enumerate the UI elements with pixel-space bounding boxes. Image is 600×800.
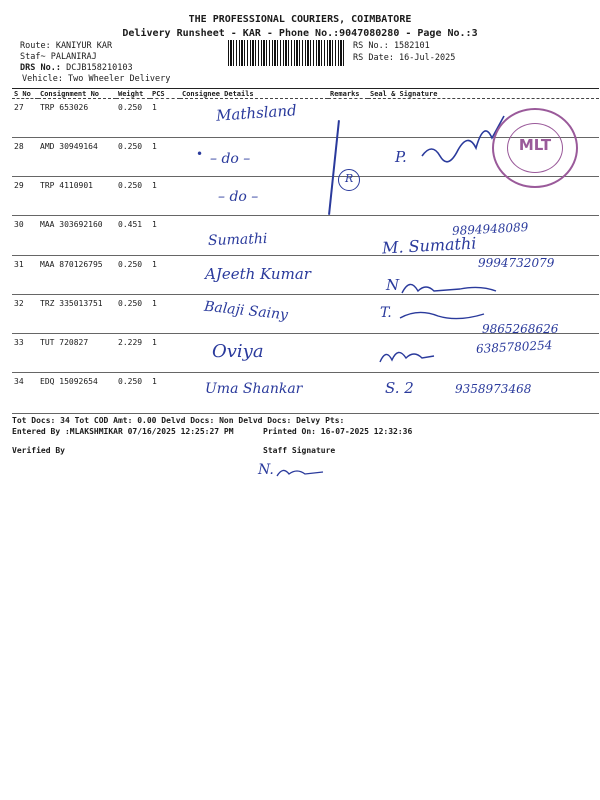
barcode bbox=[228, 40, 346, 66]
seal-text: MLT bbox=[518, 136, 552, 154]
col-remarks: Remarks bbox=[328, 89, 368, 99]
col-sno: S No bbox=[12, 89, 38, 99]
signature-32-scribble bbox=[398, 306, 488, 326]
seal-cell bbox=[368, 177, 599, 216]
pcs-cell: 1 bbox=[150, 256, 180, 295]
table-header-row bbox=[12, 89, 599, 99]
consignment-cell: TUT 720827 bbox=[38, 334, 116, 373]
ditto-mark-dot: • bbox=[196, 147, 204, 161]
staff-signature: N. bbox=[258, 462, 274, 478]
sno-cell: 32 bbox=[12, 295, 38, 334]
phone-31: 9994732079 bbox=[478, 256, 555, 270]
weight-cell: 0.250 bbox=[116, 373, 150, 414]
weight-cell: 0.250 bbox=[116, 177, 150, 216]
handwritten-consignee-32: Balaji Sainy bbox=[203, 298, 289, 324]
handwritten-consignee-27: Mathsland bbox=[215, 101, 298, 125]
totals-line: Tot Docs: 34 Tot COD Amt: 0.00 Delvd Docs: Non Delvd Docs: Delvy Pts: bbox=[12, 416, 345, 425]
handwritten-consignee-34: Uma Shankar bbox=[205, 381, 303, 397]
consignment-cell: MAA 303692160 bbox=[38, 216, 116, 256]
table-row bbox=[12, 177, 599, 216]
staff-signature-label: Staff Signature bbox=[263, 446, 336, 455]
entered-by: Entered By :MLAKSHMIKAR 07/16/2025 12:25:27 PM bbox=[12, 427, 234, 436]
staff-label: Staf~ PALANIRAJ bbox=[20, 52, 97, 62]
company-title: THE PROFESSIONAL COURIERS, COIMBATORE bbox=[188, 14, 412, 25]
handwritten-consignee-33: Oviya bbox=[212, 341, 264, 362]
weight-cell: 0.250 bbox=[116, 295, 150, 334]
pcs-cell: 1 bbox=[150, 373, 180, 414]
drs-label: DRS No.: bbox=[20, 63, 61, 73]
signature-31-scribble bbox=[400, 275, 500, 299]
signature-34: S. 2 bbox=[385, 379, 414, 397]
pcs-cell: 1 bbox=[150, 295, 180, 334]
consignment-cell: EDQ 15092654 bbox=[38, 373, 116, 414]
remarks-circle-letter: R bbox=[345, 172, 354, 185]
remarks-cell bbox=[328, 334, 368, 373]
col-weight: Weight bbox=[116, 89, 150, 99]
consignment-cell: TRP 4110901 bbox=[38, 177, 116, 216]
remarks-cell bbox=[328, 216, 368, 256]
consignment-cell: AMD 30949164 bbox=[38, 138, 116, 177]
col-consignee: Consignee Details bbox=[180, 89, 328, 99]
handwritten-consignee-29: – do – bbox=[218, 189, 259, 205]
col-pcs: PCS bbox=[150, 89, 180, 99]
consignment-cell: MAA 870126795 bbox=[38, 256, 116, 295]
remarks-circle bbox=[338, 169, 360, 191]
sno-cell: 33 bbox=[12, 334, 38, 373]
pcs-cell: 1 bbox=[150, 138, 180, 177]
remarks-cell bbox=[328, 373, 368, 414]
runsheet-title: Delivery Runsheet - KAR - Phone No.:9047080280 - Page No.:3 bbox=[122, 28, 478, 39]
handwritten-consignee-30: Sumathi bbox=[207, 230, 268, 250]
consignment-cell: TRP 653026 bbox=[38, 99, 116, 138]
signature-32: T. bbox=[380, 305, 392, 321]
weight-cell: 0.250 bbox=[116, 99, 150, 138]
sno-cell: 28 bbox=[12, 138, 38, 177]
rs-date: RS Date: 16-Jul-2025 bbox=[353, 53, 456, 63]
signature-p: P. bbox=[395, 148, 407, 166]
sno-cell: 34 bbox=[12, 373, 38, 414]
sno-cell: 27 bbox=[12, 99, 38, 138]
consignment-cell: TRZ 335013751 bbox=[38, 295, 116, 334]
company-seal bbox=[492, 108, 578, 188]
sno-cell: 30 bbox=[12, 216, 38, 256]
weight-cell: 0.451 bbox=[116, 216, 150, 256]
phone-32: 9865268626 bbox=[482, 322, 559, 336]
col-consignment: Consignment No bbox=[38, 89, 116, 99]
pcs-cell: 1 bbox=[150, 99, 180, 138]
remarks-cell bbox=[328, 256, 368, 295]
verified-by: Verified By bbox=[12, 446, 65, 455]
rs-number: RS No.: 1582101 bbox=[353, 41, 430, 51]
signature-30: M. Sumathi bbox=[381, 233, 477, 258]
col-seal: Seal & Signature bbox=[368, 89, 599, 99]
remarks-cell bbox=[328, 295, 368, 334]
handwritten-consignee-31: AJeeth Kumar bbox=[205, 265, 311, 283]
pcs-cell: 1 bbox=[150, 334, 180, 373]
phone-34: 9358973468 bbox=[455, 382, 532, 396]
staff-signature-scribble bbox=[275, 464, 325, 480]
signature-31: N bbox=[386, 276, 400, 294]
pcs-cell: 1 bbox=[150, 216, 180, 256]
route-label: Route: KANIYUR KAR bbox=[20, 41, 113, 51]
remarks-cell bbox=[328, 99, 368, 138]
weight-cell: 0.250 bbox=[116, 256, 150, 295]
phone-33: 6385780254 bbox=[475, 338, 553, 356]
pcs-cell: 1 bbox=[150, 177, 180, 216]
drs-value: DCJB158210103 bbox=[66, 63, 133, 73]
drs-row bbox=[20, 63, 133, 73]
sno-cell: 31 bbox=[12, 256, 38, 295]
signature-33-scribble bbox=[378, 344, 436, 368]
handwritten-consignee-28: – do – bbox=[210, 151, 251, 167]
vehicle-label: Vehicle: Two Wheeler Delivery bbox=[22, 74, 171, 84]
weight-cell: 2.229 bbox=[116, 334, 150, 373]
weight-cell: 0.250 bbox=[116, 138, 150, 177]
printed-on: Printed On: 16-07-2025 12:32:36 bbox=[263, 427, 413, 436]
phone-30: 9894948089 bbox=[451, 220, 529, 238]
sno-cell: 29 bbox=[12, 177, 38, 216]
